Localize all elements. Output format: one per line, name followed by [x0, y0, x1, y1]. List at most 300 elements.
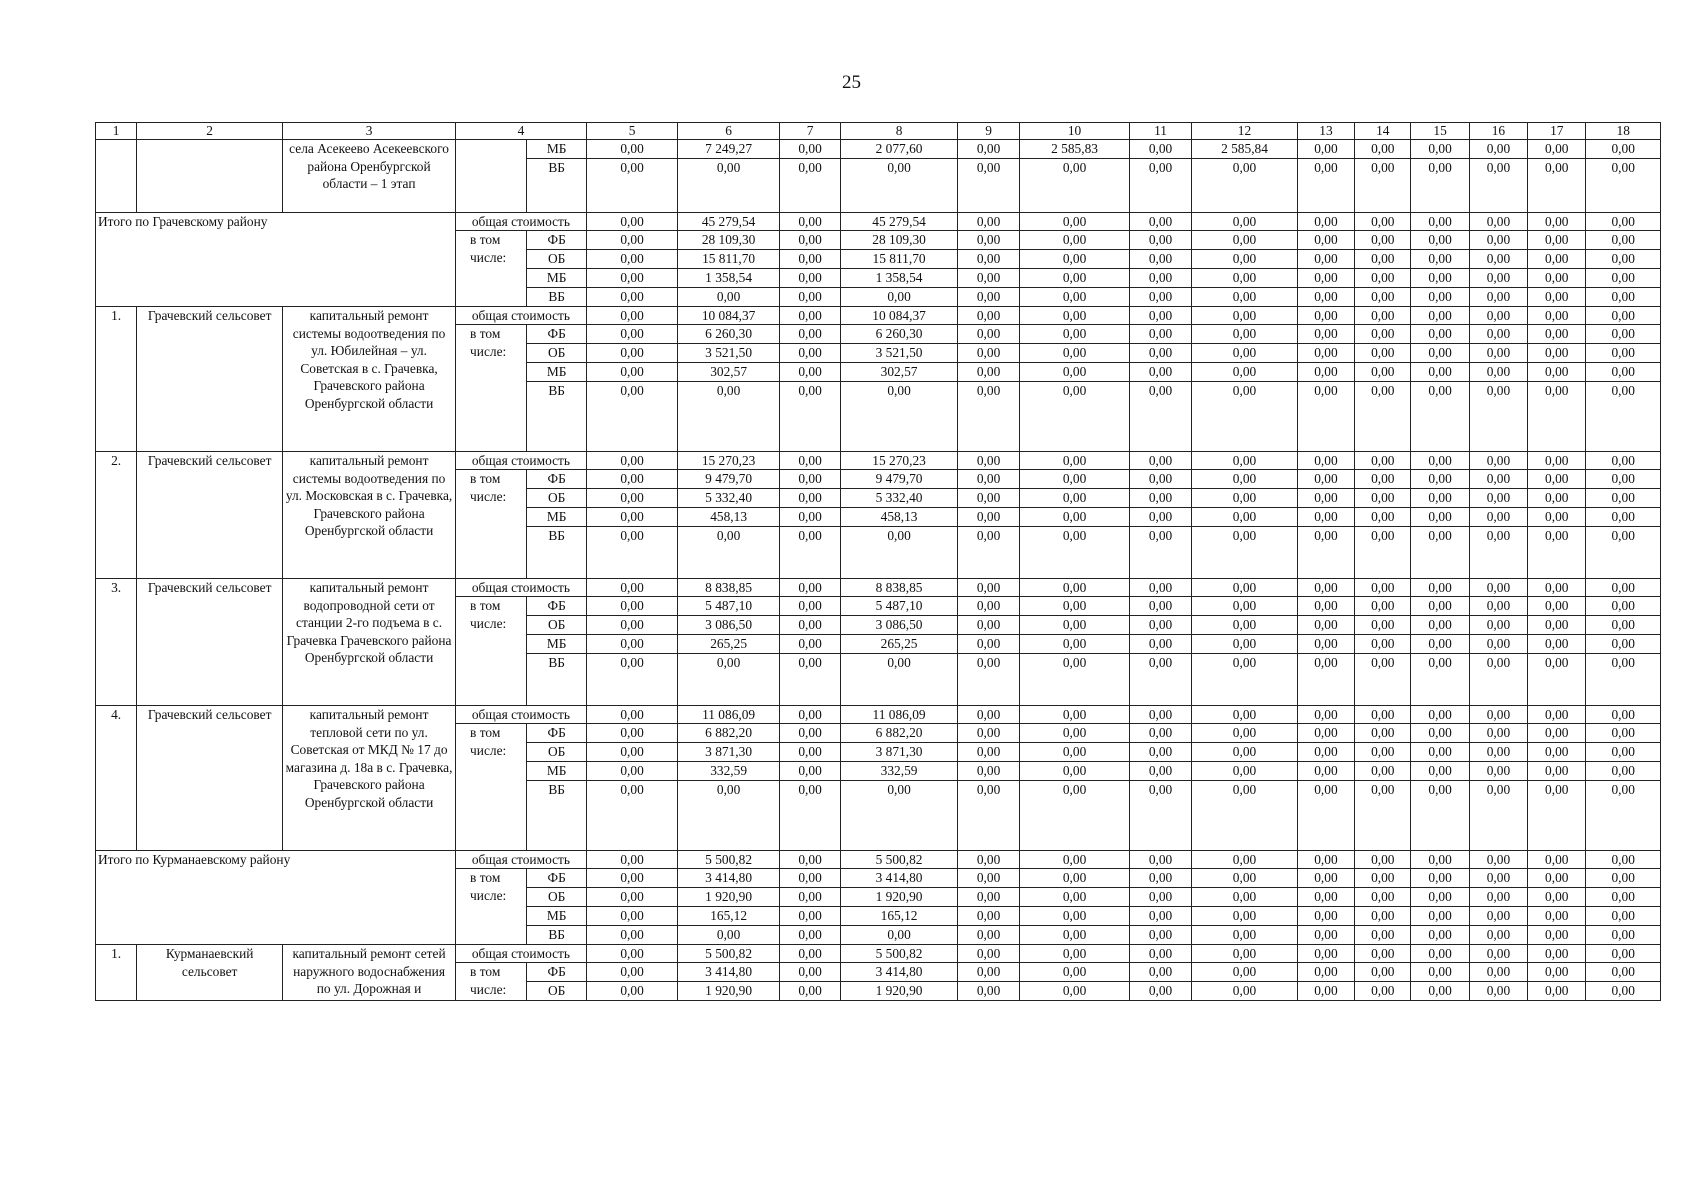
value-cell: 0,00	[1020, 743, 1130, 762]
value-cell: 0,00	[1586, 452, 1661, 470]
value-cell: 0,00	[1528, 527, 1586, 579]
value-cell: 0,00	[779, 851, 840, 869]
value-cell: 0,00	[1355, 288, 1411, 307]
source-label: ОБ	[527, 250, 586, 269]
value-cell: 15 811,70	[678, 250, 780, 269]
value-cell: 0,00	[1586, 616, 1661, 635]
value-cell: 10 084,37	[678, 307, 780, 325]
value-cell: 0,00	[1528, 888, 1586, 907]
value-cell: 0,00	[1469, 269, 1527, 288]
value-cell: 0,00	[1192, 743, 1298, 762]
value-cell: 0,00	[957, 616, 1019, 635]
value-cell: 0,00	[1586, 213, 1661, 231]
district-total-title: Итого по Грачевскому району	[96, 213, 456, 307]
value-cell: 0,00	[586, 382, 678, 452]
value-cell: 0,00	[678, 527, 780, 579]
value-cell: 0,00	[1129, 382, 1191, 452]
value-cell: 28 109,30	[841, 231, 958, 250]
value-cell: 0,00	[957, 597, 1019, 616]
value-cell: 5 500,82	[678, 945, 780, 963]
value-cell: 0,00	[586, 963, 678, 982]
object-name: капитальный ремонт водопроводной сети от станции 2-го подъема в с. Грачевка Грачевского района Оренбургской области	[283, 579, 456, 706]
value-cell: 0,00	[586, 508, 678, 527]
value-cell: 0,00	[1020, 470, 1130, 489]
value-cell: 0,00	[779, 140, 840, 159]
value-cell: 0,00	[1469, 597, 1527, 616]
value-cell: 0,00	[1355, 382, 1411, 452]
value-cell: 0,00	[1469, 508, 1527, 527]
municipality: Курманаевский сельсовет	[137, 945, 283, 1001]
value-cell: 0,00	[1355, 869, 1411, 888]
value-cell: 0,00	[1586, 579, 1661, 597]
value-cell: 0,00	[1297, 706, 1354, 724]
value-cell: 0,00	[678, 288, 780, 307]
value-cell: 0,00	[1528, 325, 1586, 344]
object-row	[96, 706, 1661, 724]
value-cell: 0,00	[1411, 851, 1469, 869]
value-cell: 0,00	[1192, 452, 1298, 470]
value-cell: 0,00	[1411, 213, 1469, 231]
value-cell: 0,00	[1020, 926, 1130, 945]
value-cell: 0,00	[1297, 452, 1354, 470]
value-cell: 3 871,30	[678, 743, 780, 762]
value-cell: 0,00	[1411, 743, 1469, 762]
value-cell: 0,00	[1355, 762, 1411, 781]
value-cell: 5 487,10	[841, 597, 958, 616]
value-cell: 0,00	[957, 907, 1019, 926]
value-cell: 0,00	[1297, 781, 1354, 851]
value-cell: 0,00	[841, 382, 958, 452]
value-cell: 0,00	[1297, 654, 1354, 706]
page-number: 25	[842, 72, 861, 93]
value-cell: 0,00	[1129, 231, 1191, 250]
value-cell: 0,00	[779, 743, 840, 762]
value-cell: 0,00	[779, 489, 840, 508]
value-cell: 0,00	[957, 743, 1019, 762]
object-name: капитальный ремонт тепловой сети по ул. Советская от МКД № 17 до магазина д. 18а в с. Грачевка, Грачевского района Оренбургской области	[283, 706, 456, 851]
value-cell: 9 479,70	[841, 470, 958, 489]
value-cell: 0,00	[1411, 724, 1469, 743]
value-cell: 0,00	[1528, 159, 1586, 213]
value-cell: 458,13	[841, 508, 958, 527]
value-cell: 0,00	[1020, 869, 1130, 888]
column-number: 15	[1411, 123, 1469, 140]
value-cell: 0,00	[1129, 706, 1191, 724]
value-cell: 0,00	[1192, 597, 1298, 616]
value-cell: 0,00	[1355, 945, 1411, 963]
value-cell: 0,00	[1586, 382, 1661, 452]
value-cell: 0,00	[1469, 363, 1527, 382]
value-cell: 0,00	[1469, 382, 1527, 452]
label-total-cost: общая стоимость	[456, 851, 587, 869]
value-cell: 0,00	[1355, 888, 1411, 907]
value-cell: 0,00	[1129, 213, 1191, 231]
value-cell: 0,00	[1469, 635, 1527, 654]
value-cell: 3 414,80	[678, 963, 780, 982]
value-cell: 2 077,60	[841, 140, 958, 159]
value-cell: 0,00	[1297, 724, 1354, 743]
value-cell: 0,00	[1020, 616, 1130, 635]
municipality: Грачевский сельсовет	[137, 452, 283, 579]
value-cell: 0,00	[586, 527, 678, 579]
value-cell: 0,00	[1528, 231, 1586, 250]
row-number	[96, 140, 137, 213]
value-cell: 0,00	[1297, 140, 1354, 159]
value-cell: 0,00	[1586, 654, 1661, 706]
label-incl: в том числе:	[456, 597, 527, 706]
value-cell: 0,00	[1297, 888, 1354, 907]
value-cell: 0,00	[1297, 762, 1354, 781]
column-number: 8	[841, 123, 958, 140]
value-cell: 0,00	[1411, 382, 1469, 452]
value-cell: 0,00	[1355, 635, 1411, 654]
label-total-cost: общая стоимость	[456, 213, 587, 231]
value-cell: 0,00	[1297, 159, 1354, 213]
value-cell: 0,00	[1129, 907, 1191, 926]
source-label: ФБ	[527, 231, 586, 250]
value-cell: 0,00	[1355, 363, 1411, 382]
column-number: 7	[779, 123, 840, 140]
value-cell: 1 920,90	[841, 982, 958, 1001]
value-cell: 0,00	[1469, 231, 1527, 250]
value-cell: 0,00	[1528, 926, 1586, 945]
value-cell: 0,00	[1355, 140, 1411, 159]
value-cell: 6 260,30	[678, 325, 780, 344]
value-cell: 1 920,90	[841, 888, 958, 907]
value-cell: 0,00	[1355, 325, 1411, 344]
value-cell: 0,00	[779, 213, 840, 231]
district-total-title: Итого по Курманаевскому району	[96, 851, 456, 945]
value-cell: 0,00	[1469, 982, 1527, 1001]
value-cell: 0,00	[1129, 869, 1191, 888]
value-cell: 0,00	[586, 907, 678, 926]
value-cell: 0,00	[1192, 762, 1298, 781]
value-cell: 0,00	[1528, 724, 1586, 743]
value-cell: 0,00	[841, 654, 958, 706]
value-cell: 0,00	[1297, 508, 1354, 527]
value-cell: 0,00	[1129, 470, 1191, 489]
value-cell: 0,00	[1192, 945, 1298, 963]
value-cell: 0,00	[1528, 945, 1586, 963]
value-cell: 0,00	[1411, 635, 1469, 654]
source-label: ФБ	[527, 597, 586, 616]
row-number: 1.	[96, 945, 137, 1001]
data-row	[96, 140, 1661, 159]
value-cell: 0,00	[1528, 470, 1586, 489]
value-cell: 0,00	[1586, 945, 1661, 963]
value-cell: 0,00	[1020, 597, 1130, 616]
value-cell: 0,00	[1297, 597, 1354, 616]
source-label: ФБ	[527, 963, 586, 982]
value-cell: 0,00	[1411, 781, 1469, 851]
value-cell: 10 084,37	[841, 307, 958, 325]
value-cell: 0,00	[1586, 781, 1661, 851]
value-cell: 0,00	[1528, 762, 1586, 781]
value-cell: 0,00	[1192, 579, 1298, 597]
value-cell: 0,00	[1469, 213, 1527, 231]
value-cell: 0,00	[1192, 344, 1298, 363]
value-cell: 3 521,50	[841, 344, 958, 363]
column-number: 10	[1020, 123, 1130, 140]
value-cell: 0,00	[1129, 307, 1191, 325]
value-cell: 9 479,70	[678, 470, 780, 489]
value-cell: 0,00	[779, 926, 840, 945]
value-cell: 0,00	[957, 382, 1019, 452]
value-cell: 0,00	[1355, 724, 1411, 743]
value-cell: 0,00	[1469, 307, 1527, 325]
value-cell: 0,00	[1020, 579, 1130, 597]
value-cell: 0,00	[957, 869, 1019, 888]
value-cell: 0,00	[1528, 982, 1586, 1001]
value-cell: 0,00	[1586, 724, 1661, 743]
value-cell: 0,00	[678, 654, 780, 706]
value-cell: 0,00	[678, 159, 780, 213]
object-name: капитальный ремонт сетей наружного водоснабжения по ул. Дорожная и	[283, 945, 456, 1001]
value-cell: 0,00	[1192, 724, 1298, 743]
value-cell: 0,00	[1469, 325, 1527, 344]
value-cell: 0,00	[1411, 963, 1469, 982]
label-incl: в том числе:	[456, 470, 527, 579]
value-cell: 0,00	[1469, 851, 1527, 869]
row-number: 1.	[96, 307, 137, 452]
value-cell: 3 414,80	[841, 869, 958, 888]
value-cell: 0,00	[586, 489, 678, 508]
value-cell: 2 585,83	[1020, 140, 1130, 159]
value-cell: 0,00	[1586, 851, 1661, 869]
value-cell: 0,00	[1355, 452, 1411, 470]
value-cell: 0,00	[1129, 597, 1191, 616]
value-cell: 0,00	[957, 307, 1019, 325]
value-cell: 0,00	[1129, 851, 1191, 869]
value-cell: 0,00	[1355, 982, 1411, 1001]
value-cell: 0,00	[1528, 781, 1586, 851]
value-cell: 0,00	[957, 508, 1019, 527]
value-cell: 0,00	[586, 654, 678, 706]
value-cell: 0,00	[1528, 489, 1586, 508]
column-number: 9	[957, 123, 1019, 140]
value-cell: 5 487,10	[678, 597, 780, 616]
value-cell: 0,00	[586, 869, 678, 888]
value-cell: 0,00	[1297, 250, 1354, 269]
value-cell: 0,00	[1528, 963, 1586, 982]
value-cell: 0,00	[1411, 888, 1469, 907]
municipality: Грачевский сельсовет	[137, 307, 283, 452]
value-cell: 0,00	[1411, 363, 1469, 382]
value-cell: 0,00	[1411, 159, 1469, 213]
value-cell: 0,00	[1411, 489, 1469, 508]
value-cell: 0,00	[1586, 489, 1661, 508]
value-cell: 0,00	[779, 508, 840, 527]
value-cell: 5 500,82	[841, 945, 958, 963]
value-cell: 15 270,23	[678, 452, 780, 470]
value-cell: 0,00	[1469, 288, 1527, 307]
source-label: ОБ	[527, 743, 586, 762]
value-cell: 0,00	[1020, 907, 1130, 926]
value-cell: 0,00	[1129, 288, 1191, 307]
value-cell: 11 086,09	[841, 706, 958, 724]
value-cell: 0,00	[1020, 706, 1130, 724]
value-cell: 0,00	[779, 982, 840, 1001]
value-cell: 0,00	[1020, 963, 1130, 982]
value-cell: 0,00	[1297, 945, 1354, 963]
source-label: ВБ	[527, 654, 586, 706]
value-cell: 0,00	[957, 851, 1019, 869]
source-label: ОБ	[527, 616, 586, 635]
value-cell: 0,00	[1192, 288, 1298, 307]
value-cell: 0,00	[779, 231, 840, 250]
value-cell: 0,00	[1528, 654, 1586, 706]
column-number: 13	[1297, 123, 1354, 140]
value-cell: 0,00	[1192, 654, 1298, 706]
value-cell: 0,00	[1469, 470, 1527, 489]
value-cell: 0,00	[957, 635, 1019, 654]
value-cell: 0,00	[841, 288, 958, 307]
value-cell: 0,00	[1297, 851, 1354, 869]
value-cell: 0,00	[1411, 616, 1469, 635]
source-label: ВБ	[527, 926, 586, 945]
value-cell: 0,00	[1411, 269, 1469, 288]
label-incl: в том числе:	[456, 963, 527, 1001]
value-cell: 0,00	[1528, 635, 1586, 654]
value-cell: 0,00	[841, 926, 958, 945]
value-cell: 0,00	[1129, 963, 1191, 982]
value-cell: 0,00	[957, 470, 1019, 489]
value-cell: 0,00	[1411, 288, 1469, 307]
value-cell: 0,00	[1192, 508, 1298, 527]
value-cell: 6 260,30	[841, 325, 958, 344]
object-row	[96, 307, 1661, 325]
value-cell: 0,00	[586, 325, 678, 344]
value-cell: 0,00	[1469, 140, 1527, 159]
value-cell: 0,00	[779, 762, 840, 781]
value-cell: 0,00	[1020, 452, 1130, 470]
value-cell: 0,00	[779, 907, 840, 926]
value-cell: 0,00	[1192, 527, 1298, 579]
value-cell: 0,00	[1528, 288, 1586, 307]
value-cell: 0,00	[1020, 382, 1130, 452]
value-cell: 0,00	[957, 213, 1019, 231]
value-cell: 0,00	[1129, 616, 1191, 635]
source-label: ФБ	[527, 325, 586, 344]
value-cell: 0,00	[779, 869, 840, 888]
value-cell: 302,57	[678, 363, 780, 382]
value-cell: 0,00	[1411, 654, 1469, 706]
value-cell: 0,00	[957, 452, 1019, 470]
value-cell: 0,00	[1192, 269, 1298, 288]
object-row	[96, 579, 1661, 597]
value-cell: 0,00	[1469, 579, 1527, 597]
value-cell: 0,00	[1297, 344, 1354, 363]
value-cell: 2 585,84	[1192, 140, 1298, 159]
value-cell: 0,00	[1129, 781, 1191, 851]
value-cell: 0,00	[1192, 307, 1298, 325]
value-cell: 0,00	[1297, 579, 1354, 597]
municipality: Грачевский сельсовет	[137, 579, 283, 706]
value-cell: 0,00	[1355, 579, 1411, 597]
value-cell: 0,00	[779, 452, 840, 470]
column-number: 11	[1129, 123, 1191, 140]
value-cell: 0,00	[1020, 508, 1130, 527]
source-label: ВБ	[527, 382, 586, 452]
label-incl: в том числе:	[456, 325, 527, 452]
value-cell: 45 279,54	[678, 213, 780, 231]
value-cell: 0,00	[1020, 288, 1130, 307]
source-label: МБ	[527, 907, 586, 926]
value-cell: 0,00	[586, 579, 678, 597]
value-cell: 1 920,90	[678, 982, 780, 1001]
value-cell: 0,00	[1297, 963, 1354, 982]
value-cell: 0,00	[957, 982, 1019, 1001]
value-cell: 0,00	[957, 344, 1019, 363]
value-cell: 0,00	[957, 231, 1019, 250]
column-number: 3	[283, 123, 456, 140]
value-cell: 0,00	[1355, 851, 1411, 869]
value-cell: 165,12	[841, 907, 958, 926]
value-cell: 0,00	[1469, 616, 1527, 635]
value-cell: 0,00	[1297, 325, 1354, 344]
value-cell: 165,12	[678, 907, 780, 926]
value-cell: 0,00	[1192, 888, 1298, 907]
source-label: ОБ	[527, 888, 586, 907]
value-cell: 0,00	[779, 470, 840, 489]
value-cell: 0,00	[1528, 452, 1586, 470]
value-cell: 5 500,82	[841, 851, 958, 869]
value-cell: 0,00	[1020, 213, 1130, 231]
value-cell: 0,00	[1129, 743, 1191, 762]
value-cell: 0,00	[1528, 213, 1586, 231]
value-cell: 0,00	[1586, 706, 1661, 724]
value-cell: 0,00	[779, 344, 840, 363]
value-cell: 0,00	[779, 597, 840, 616]
column-number: 18	[1586, 123, 1661, 140]
source-label: ВБ	[527, 288, 586, 307]
value-cell: 0,00	[957, 250, 1019, 269]
value-cell: 0,00	[1469, 344, 1527, 363]
value-cell: 0,00	[586, 762, 678, 781]
value-cell: 0,00	[1192, 982, 1298, 1001]
value-cell: 0,00	[841, 781, 958, 851]
value-cell: 0,00	[1411, 945, 1469, 963]
value-cell: 0,00	[1355, 159, 1411, 213]
value-cell: 0,00	[586, 888, 678, 907]
value-cell: 0,00	[1297, 288, 1354, 307]
value-cell: 0,00	[1528, 743, 1586, 762]
value-cell: 0,00	[1411, 140, 1469, 159]
value-cell: 0,00	[1355, 654, 1411, 706]
value-cell: 0,00	[1297, 907, 1354, 926]
source-label: МБ	[527, 762, 586, 781]
value-cell: 0,00	[1020, 250, 1130, 269]
value-cell: 0,00	[1129, 452, 1191, 470]
value-cell: 0,00	[779, 363, 840, 382]
value-cell: 0,00	[1020, 762, 1130, 781]
value-cell: 0,00	[1020, 363, 1130, 382]
value-cell: 0,00	[1297, 213, 1354, 231]
value-cell: 0,00	[586, 140, 678, 159]
value-cell: 332,59	[841, 762, 958, 781]
value-cell: 0,00	[1297, 307, 1354, 325]
value-cell: 5 500,82	[678, 851, 780, 869]
value-cell: 0,00	[586, 344, 678, 363]
source-label: ВБ	[527, 781, 586, 851]
column-number: 1	[96, 123, 137, 140]
value-cell: 0,00	[1411, 907, 1469, 926]
value-cell: 0,00	[1469, 452, 1527, 470]
value-cell: 0,00	[957, 269, 1019, 288]
value-cell: 0,00	[1355, 307, 1411, 325]
label-incl: в том числе:	[456, 724, 527, 851]
value-cell: 3 521,50	[678, 344, 780, 363]
